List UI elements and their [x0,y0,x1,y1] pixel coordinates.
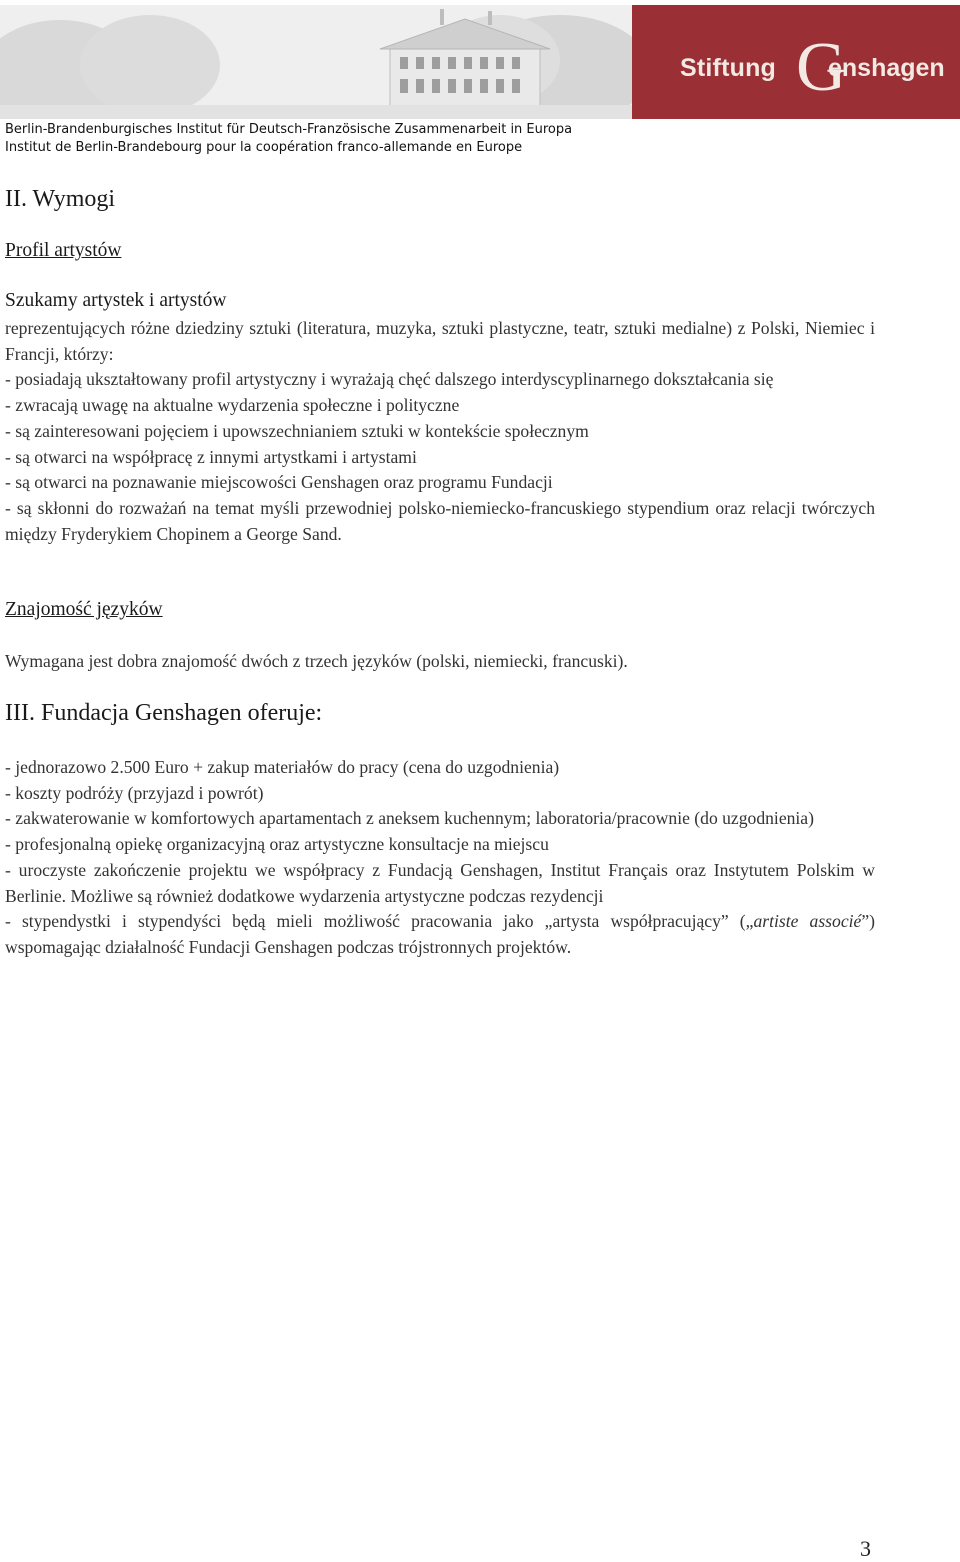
heading-artist-profile: Profil artystów [5,240,122,261]
castle-photo [0,5,632,119]
list-item: - są otwarci na poznawanie miejscowości Genshagen oraz programu Fundacji [5,472,553,493]
logo-word-stiftung: Stiftung [680,54,777,82]
list-item: reprezentujących różne dziedziny sztuki (literatura, muzyka, sztuki plastyczne, teatr, sztuki medialne) z Polski, Niemiec i Francji, którzy: [5,318,875,364]
list-item: - koszty podróży (przyjazd i powrót) [5,782,264,803]
list-item [5,909,875,960]
list-item: - są zainteresowani pojęciem i upowszechnianiem sztuki w kontekście społecznym [5,420,589,441]
institute-name-de: Berlin-Brandenburgisches Institut für Deutsch-Französische Zusammenarbeit in Europa [5,122,573,137]
language-requirement-text: Wymagana jest dobra znajomość dwóch z trzech języków (polski, niemiecki, francuski). [5,651,628,671]
section-title-offer: III. Fundacja Genshagen oferuje: [5,700,323,726]
list-item: - zakwaterowanie w komfortowych apartamentach z aneksem kuchennym; laboratoria/pracownie (do uzgodnienia) [5,808,814,829]
heading-search-artists: Szukamy artystek i artystów [5,290,227,311]
offer-list [5,755,875,961]
page-number: 3 [860,1536,871,1561]
list-item: - profesjonalną opiekę organizacyjną oraz artystyczne konsultacje na miejscu [5,834,549,855]
profile-requirements-list [5,316,875,547]
stiftung-genshagen-logo [632,5,960,119]
offer-last-end: ”) wspomagając działalność Fundacji Genshagen podczas trójstronnych projektów. [5,911,876,957]
list-item: - uroczyste zakończenie projektu we współpracy z Fundacją Genshagen, Institut Français oraz Instytutem Polskim w Berlinie. Możliwe są również dodatkowe wydarzenia artystyczne podczas rezydencji [5,859,875,906]
offer-last-start: - stypendystki i stypendyści będą mieli możliwość pracowania jako „artysta współpracujący” („ [5,911,754,932]
section-title-requirements: II. Wymogi [5,186,116,212]
list-item: - posiadają ukształtowany profil artystyczny i wyrażają chęć dalszego interdyscyplinarnego dokształcania się [5,369,774,390]
list-item: - zwracają uwagę na aktualne wydarzenia społeczne i polityczne [5,395,460,416]
offer-last-italic: artiste associé [753,911,862,932]
list-item: - są skłonni do rozważań na temat myśli przewodniej polsko-niemiecko-francuskiego stypendium oraz relacji twórczych między Fryderykiem Chopinem a George Sand. [5,497,875,544]
institute-name-fr: Institut de Berlin-Brandebourg pour la coopération franco-allemande en Europe [5,140,523,155]
logo-word-enshagen: enshagen [828,54,945,82]
list-item: - są otwarci na współpracę z innymi artystkami i artystami [5,446,417,467]
castle-illustration-icon [0,5,632,119]
page-header [0,0,960,155]
list-item: - jednorazowo 2.500 Euro + zakup materiałów do pracy (cena do uzgodnienia) [5,757,560,777]
logo-letter-g: G [796,29,847,106]
heading-language-skills: Znajomość języków [5,599,163,620]
